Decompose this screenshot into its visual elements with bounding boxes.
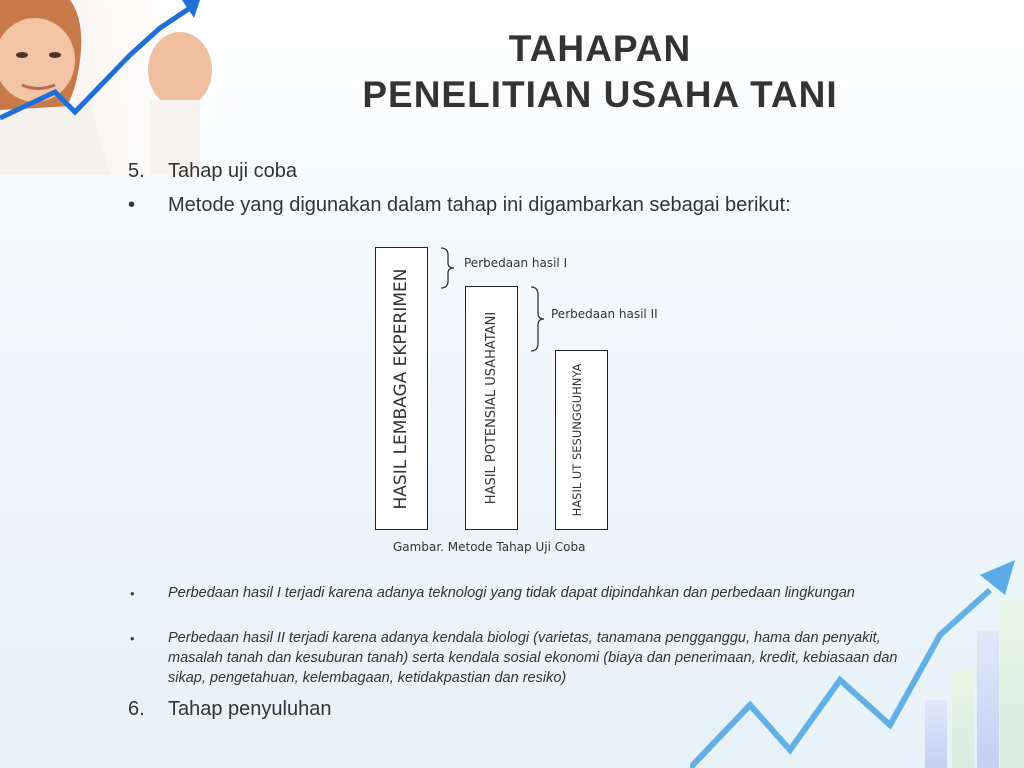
brace-label-1: Perbedaan hasil I xyxy=(464,256,568,270)
diagram-caption: Gambar. Metode Tahap Uji Coba xyxy=(393,540,586,554)
item-text: Tahap penyuluhan xyxy=(168,698,332,720)
title-line-1: TAHAPAN xyxy=(508,28,692,69)
note-2: Perbedaan hasil II terjadi karena adanya kendala biologi (varietas, tanamana pengganggu, hama dan penyakit, masalah tanah dan kesuburan tanah) serta kendala sosial ekonomi (biaya dan penerimaan, kredit, kebiasaan dan sikap, pengetahuan, kelembagaan, ketidakpastian dan resiko) xyxy=(168,630,898,686)
bullet-text: Metode yang digunakan dalam tahap ini digambarkan sebagai berikut: xyxy=(168,194,791,216)
slide-title xyxy=(240,26,960,118)
brace-icon-1 xyxy=(438,247,458,289)
item-number: 6. xyxy=(128,698,145,720)
title-line-2: PENELITIAN USAHA TANI xyxy=(362,74,838,115)
bullet-marker: • xyxy=(128,194,136,216)
brace-icon-2 xyxy=(528,286,548,352)
bar3-label: HASIL UT SESUNGGUHNYA xyxy=(570,363,584,517)
item-text: Tahap uji coba xyxy=(168,160,297,182)
note-1: Perbedaan hasil I terjadi karena adanya teknologi yang tidak dapat dipindahkan dan perbedaan lingkungan xyxy=(168,585,855,601)
brace-label-2: Perbedaan hasil II xyxy=(551,307,658,321)
note-bullet-1: • xyxy=(130,586,135,601)
note-bullet-2: • xyxy=(130,631,135,646)
bar1-label: HASIL LEMBAGA EKPERIMEN xyxy=(391,268,411,510)
item-number: 5. xyxy=(128,160,145,182)
bar2-label: HASIL POTENSIAL USAHATANI xyxy=(484,311,499,505)
header-photo-illustration xyxy=(0,0,240,175)
